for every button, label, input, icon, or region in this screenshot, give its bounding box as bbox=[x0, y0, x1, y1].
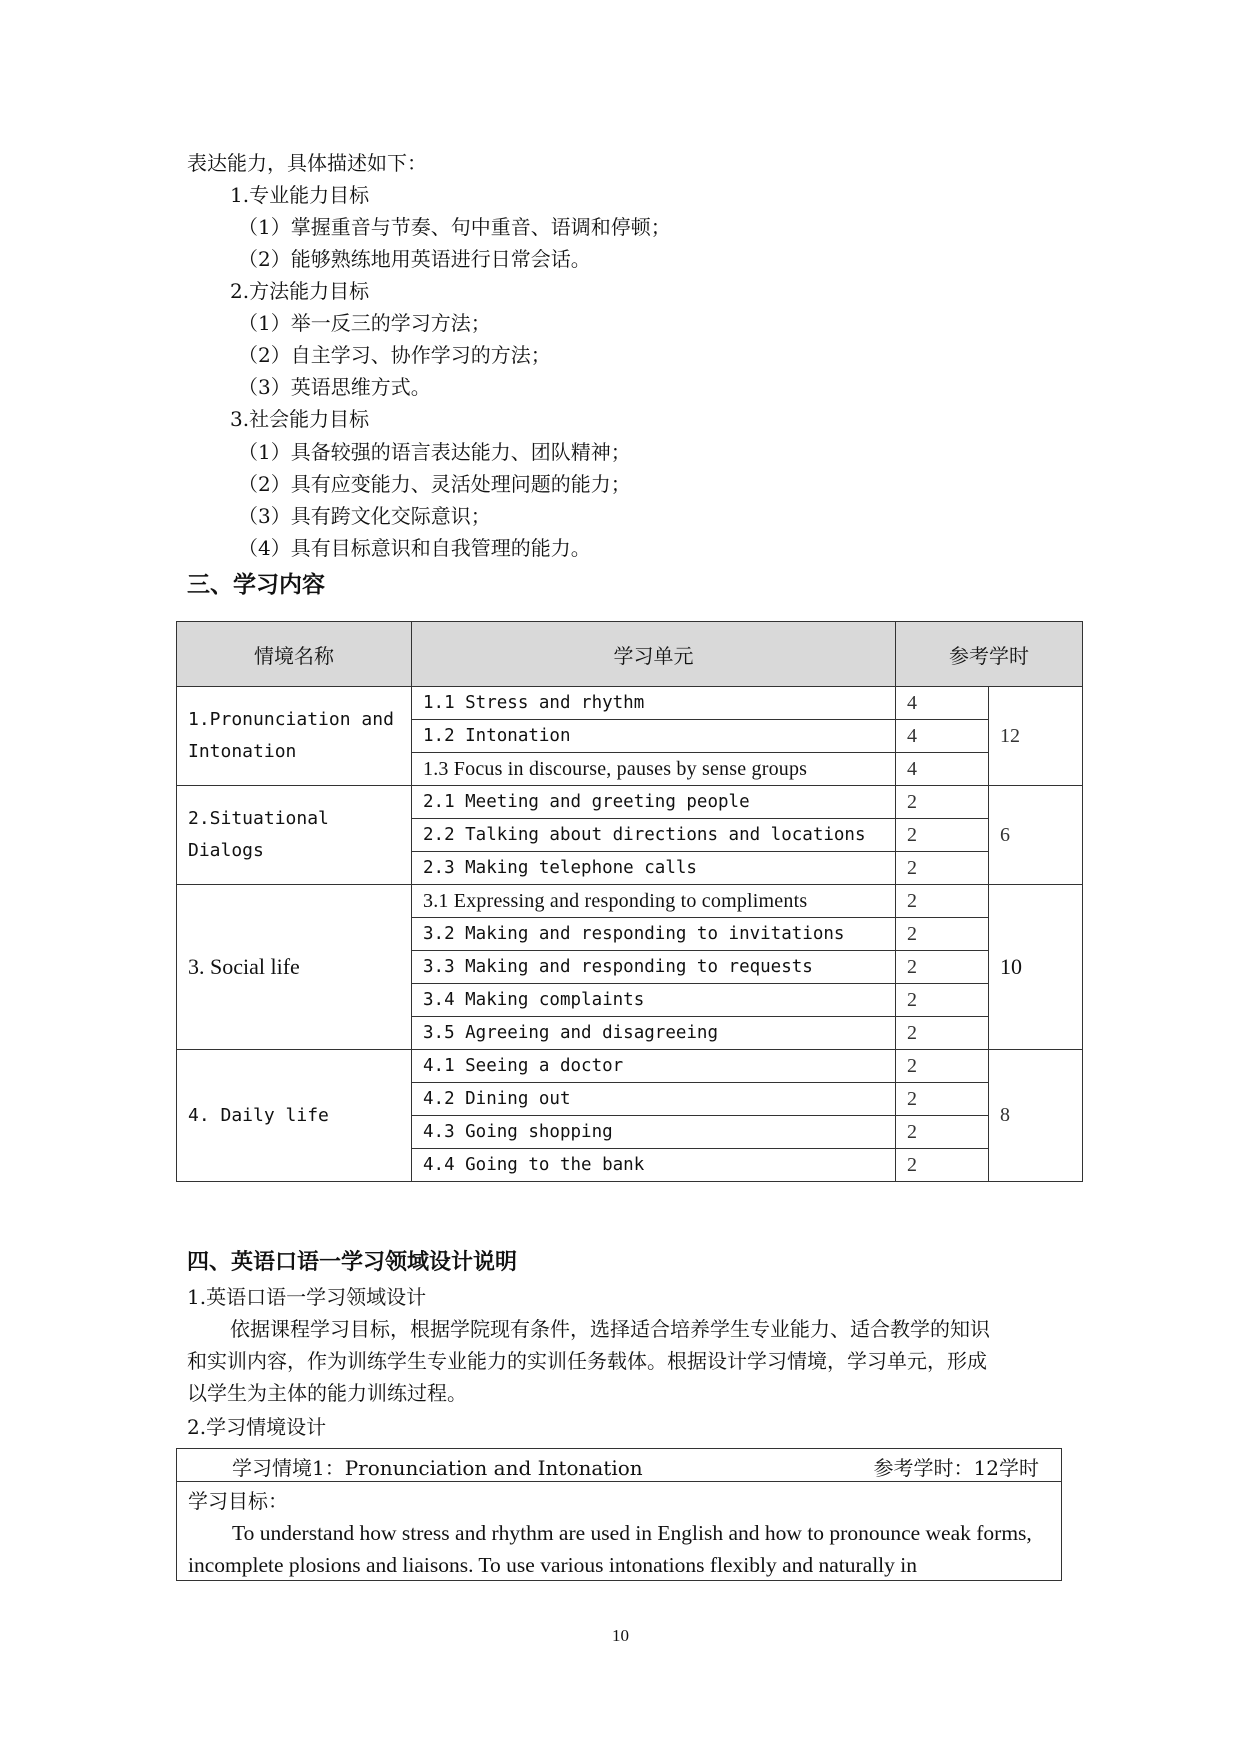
unit-hours: 2 bbox=[896, 885, 989, 918]
situation-name: 1.Pronunciation and Intonation bbox=[177, 687, 412, 786]
column-header: 情境名称 bbox=[177, 622, 412, 687]
situation-name: 4. Daily life bbox=[177, 1050, 412, 1182]
subsection-title: 2.学习情境设计 bbox=[187, 1415, 327, 1439]
unit-hours: 2 bbox=[896, 951, 989, 984]
paragraph-line: 以学生为主体的能力训练过程。 bbox=[187, 1381, 467, 1405]
unit-hours: 2 bbox=[896, 918, 989, 951]
unit-hours: 2 bbox=[896, 819, 989, 852]
group-total-hours: 6 bbox=[989, 786, 1083, 885]
situation-title: 学习情境1：Pronunciation and Intonation bbox=[232, 1456, 643, 1480]
unit-hours: 4 bbox=[896, 720, 989, 753]
unit-hours: 2 bbox=[896, 984, 989, 1017]
unit-hours: 2 bbox=[896, 1050, 989, 1083]
learning-situation-box bbox=[176, 1448, 1062, 1581]
group-total-hours: 12 bbox=[989, 687, 1083, 786]
unit-hours: 4 bbox=[896, 753, 989, 786]
unit-name: 1.2 Intonation bbox=[412, 720, 896, 753]
unit-name: 4.1 Seeing a doctor bbox=[412, 1050, 896, 1083]
group-total-hours: 8 bbox=[989, 1050, 1083, 1182]
objective-label: 学习目标： bbox=[188, 1489, 288, 1513]
goal-item: （1）掌握重音与节奏、句中重音、语调和停顿； bbox=[238, 215, 671, 239]
unit-name: 1.1 Stress and rhythm bbox=[412, 687, 896, 720]
unit-hours: 2 bbox=[896, 1017, 989, 1050]
situation-name: 3. Social life bbox=[177, 885, 412, 1050]
unit-hours: 2 bbox=[896, 1116, 989, 1149]
learning-content-table bbox=[176, 621, 1083, 1182]
subsection-title: 1.英语口语一学习领域设计 bbox=[187, 1285, 427, 1309]
goal-item: （1）举一反三的学习方法； bbox=[238, 311, 491, 335]
unit-hours: 2 bbox=[896, 1083, 989, 1116]
situation-header-row bbox=[177, 1449, 1061, 1482]
table-row bbox=[177, 687, 1083, 720]
goal-title-social: 3.社会能力目标 bbox=[230, 407, 370, 431]
unit-name: 4.4 Going to the bank bbox=[412, 1149, 896, 1182]
page-number: 10 bbox=[612, 1626, 629, 1645]
goal-item: （1）具备较强的语言表达能力、团队精神； bbox=[238, 440, 631, 464]
goal-item: （4）具有目标意识和自我管理的能力。 bbox=[238, 536, 591, 560]
situation-name: 2.Situational Dialogs bbox=[177, 786, 412, 885]
unit-name: 3.4 Making complaints bbox=[412, 984, 896, 1017]
unit-name: 3.2 Making and responding to invitations bbox=[412, 918, 896, 951]
unit-name: 4.2 Dining out bbox=[412, 1083, 896, 1116]
section-heading: 四、英语口语一学习领域设计说明 bbox=[187, 1250, 518, 1275]
unit-name: 3.5 Agreeing and disagreeing bbox=[412, 1017, 896, 1050]
column-header: 学习单元 bbox=[412, 622, 896, 687]
goal-item: （3）具有跨文化交际意识； bbox=[238, 504, 491, 528]
unit-hours: 2 bbox=[896, 786, 989, 819]
table-row bbox=[177, 885, 1083, 918]
table-row bbox=[177, 786, 1083, 819]
intro-line: 表达能力，具体描述如下： bbox=[187, 151, 427, 175]
section-heading: 三、学习内容 bbox=[187, 572, 325, 598]
paragraph-line: 和实训内容，作为训练学生专业能力的实训任务载体。根据设计学习情境，学习单元，形成 bbox=[187, 1349, 987, 1373]
table-header-row bbox=[177, 622, 1083, 687]
unit-name: 3.1 Expressing and responding to compliments bbox=[412, 885, 896, 918]
unit-name: 4.3 Going shopping bbox=[412, 1116, 896, 1149]
unit-name: 2.3 Making telephone calls bbox=[412, 852, 896, 885]
goal-title-professional: 1.专业能力目标 bbox=[230, 183, 370, 207]
goal-item: （2）自主学习、协作学习的方法； bbox=[238, 343, 551, 367]
unit-name: 2.2 Talking about directions and locations bbox=[412, 819, 896, 852]
goal-title-method: 2.方法能力目标 bbox=[230, 279, 370, 303]
unit-name: 2.1 Meeting and greeting people bbox=[412, 786, 896, 819]
unit-hours: 2 bbox=[896, 852, 989, 885]
table-row bbox=[177, 1050, 1083, 1083]
unit-hours: 4 bbox=[896, 687, 989, 720]
unit-name: 3.3 Making and responding to requests bbox=[412, 951, 896, 984]
situation-hours: 参考学时：12学时 bbox=[873, 1456, 1039, 1480]
objective-text: To understand how stress and rhythm are used in English and how to pronounce weak forms, incomplete plosions and liaisons. To use various intonations flexibly and naturally in bbox=[188, 1521, 1032, 1577]
goal-item: （2）能够熟练地用英语进行日常会话。 bbox=[238, 247, 591, 271]
paragraph-line: 依据课程学习目标，根据学院现有条件，选择适合培养学生专业能力、适合教学的知识 bbox=[230, 1317, 990, 1341]
goal-item: （3）英语思维方式。 bbox=[238, 375, 431, 399]
column-header: 参考学时 bbox=[896, 622, 1083, 687]
goal-item: （2）具有应变能力、灵活处理问题的能力； bbox=[238, 472, 631, 496]
unit-hours: 2 bbox=[896, 1149, 989, 1182]
unit-name: 1.3 Focus in discourse, pauses by sense groups bbox=[412, 753, 896, 786]
group-total-hours: 10 bbox=[989, 885, 1083, 1050]
